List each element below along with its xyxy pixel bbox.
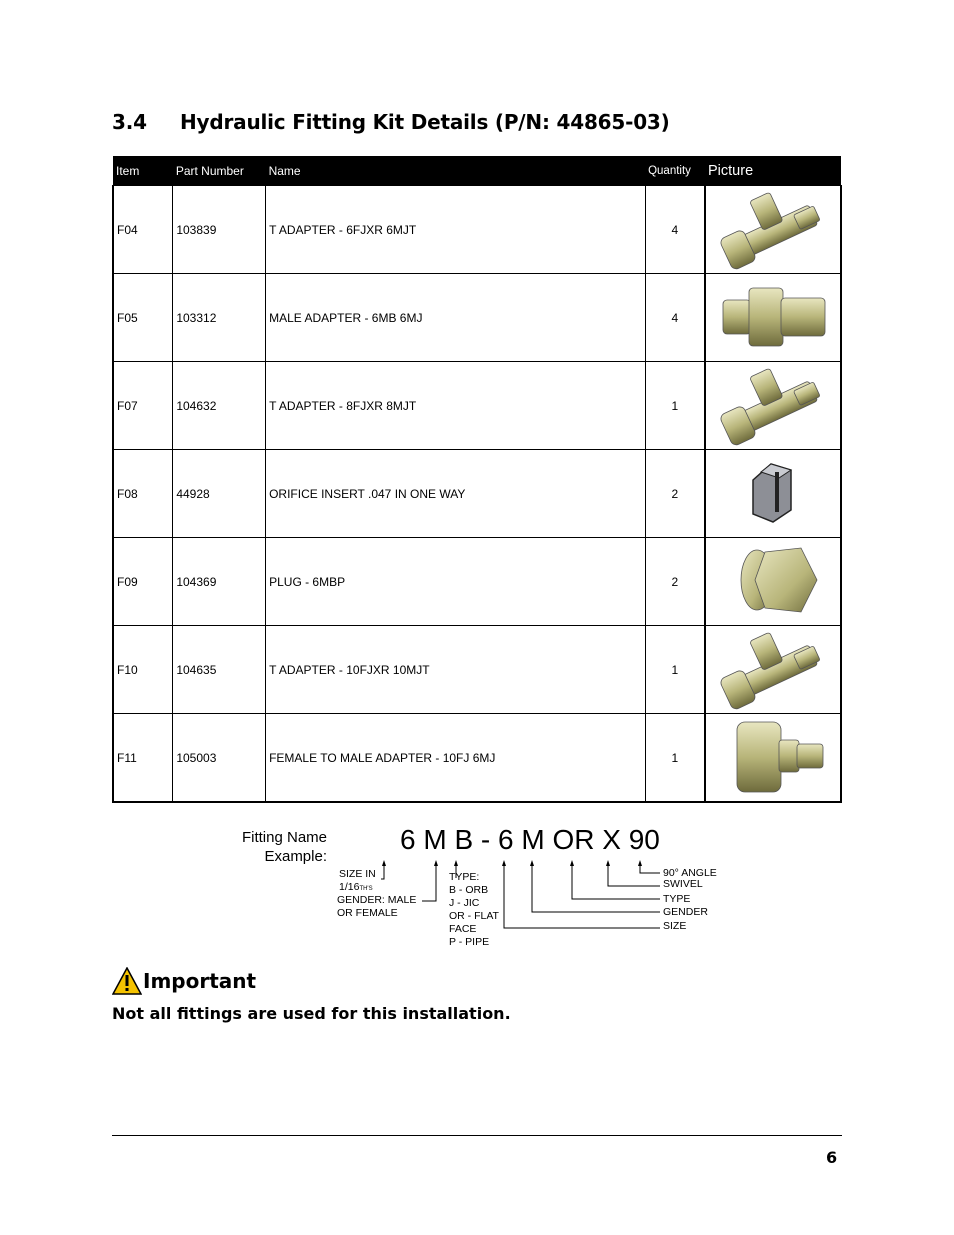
page-number: 6 bbox=[826, 1148, 838, 1167]
gender-left-label: GENDER: MALE OR FEMALE bbox=[337, 894, 417, 919]
cell-item: F10 bbox=[113, 626, 173, 714]
cell-name: T ADAPTER - 6FJXR 6MJT bbox=[266, 186, 646, 274]
cell-item: F09 bbox=[113, 538, 173, 626]
cell-quantity: 4 bbox=[645, 274, 705, 362]
cell-quantity: 2 bbox=[645, 538, 705, 626]
cell-name: FEMALE TO MALE ADAPTER - 10FJ 6MJ bbox=[266, 714, 646, 803]
section-title: Hydraulic Fitting Kit Details (P/N: 44865-03) bbox=[180, 110, 670, 134]
cell-name: T ADAPTER - 10FJXR 10MJT bbox=[266, 626, 646, 714]
example-label-text: Fitting Name Example: bbox=[241, 829, 327, 865]
cell-part-number: 103839 bbox=[173, 186, 266, 274]
section-number: 3.4 bbox=[112, 110, 147, 134]
type-right-label: TYPE bbox=[663, 893, 691, 905]
header-item: Item bbox=[113, 156, 173, 186]
footer-rule bbox=[112, 1135, 842, 1136]
cell-name: MALE ADAPTER - 6MB 6MJ bbox=[266, 274, 646, 362]
cell-item: F05 bbox=[113, 274, 173, 362]
header-name: Name bbox=[266, 156, 646, 186]
cell-name: T ADAPTER - 8FJXR 8MJT bbox=[266, 362, 646, 450]
cell-part-number: 104369 bbox=[173, 538, 266, 626]
important-heading: Important bbox=[143, 969, 257, 993]
size-right-label: SIZE bbox=[663, 920, 687, 932]
size-in-label: SIZE IN bbox=[339, 868, 376, 880]
cell-name: PLUG - 6MBP bbox=[266, 538, 646, 626]
header-picture: Picture bbox=[705, 156, 841, 186]
cell-name: ORIFICE INSERT .047 IN ONE WAY bbox=[266, 450, 646, 538]
ths-text: TH'S bbox=[359, 886, 373, 892]
header-part-number: Part Number bbox=[173, 156, 266, 186]
cell-part-number: 105003 bbox=[173, 714, 266, 803]
cell-part-number: 104632 bbox=[173, 362, 266, 450]
gender-right-label: GENDER bbox=[663, 906, 708, 918]
cell-item: F07 bbox=[113, 362, 173, 450]
swivel-label: SWIVEL bbox=[663, 878, 703, 890]
cell-quantity: 4 bbox=[645, 186, 705, 274]
important-note: Not all fittings are used for this installation. bbox=[112, 1004, 511, 1023]
cell-quantity: 1 bbox=[645, 362, 705, 450]
cell-quantity: 1 bbox=[645, 626, 705, 714]
header-quantity: Quantity bbox=[645, 156, 705, 186]
type-left-label: TYPE: B - ORB J - JIC OR - FLAT FACE P - PIPE bbox=[449, 871, 499, 948]
sixteenths-text: 1/16 bbox=[339, 881, 360, 893]
cell-part-number: 103312 bbox=[173, 274, 266, 362]
fitting-code: 6 M B - 6 M OR X 90 bbox=[400, 824, 660, 855]
warning-icon bbox=[112, 967, 142, 995]
cell-quantity: 1 bbox=[645, 714, 705, 803]
cell-item: F04 bbox=[113, 186, 173, 274]
angle-label: 90° ANGLE bbox=[663, 867, 717, 879]
cell-part-number: 44928 bbox=[173, 450, 266, 538]
cell-item: F11 bbox=[113, 714, 173, 803]
cell-item: F08 bbox=[113, 450, 173, 538]
cell-quantity: 2 bbox=[645, 450, 705, 538]
cell-part-number: 104635 bbox=[173, 626, 266, 714]
